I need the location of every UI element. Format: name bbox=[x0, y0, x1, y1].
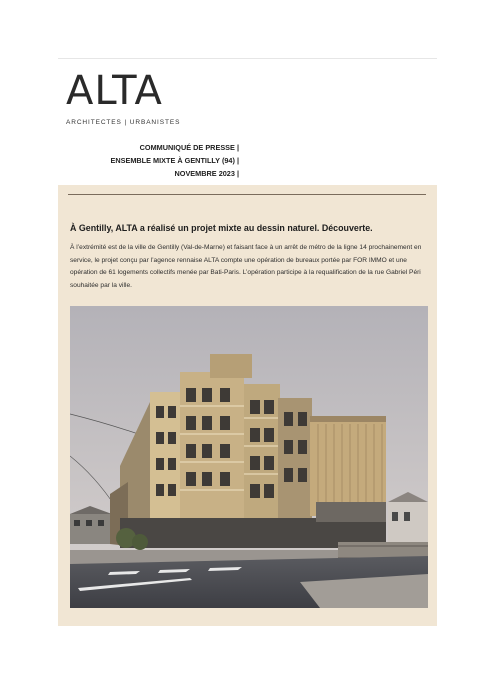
press-line-date: NOVEMBRE 2023 | bbox=[174, 169, 239, 178]
building-photo bbox=[70, 306, 428, 608]
alta-logo: ALTA bbox=[66, 68, 163, 114]
article-headline: À Gentilly, ALTA a réalisé un projet mixte au dessin naturel. Découverte. bbox=[70, 223, 373, 233]
press-line-project: ENSEMBLE MIXTE À GENTILLY (94) | bbox=[110, 156, 239, 165]
top-divider bbox=[58, 58, 437, 59]
logo-tagline: ARCHITECTES | URBANISTES bbox=[66, 119, 181, 126]
article-card bbox=[58, 185, 437, 626]
press-release-header bbox=[100, 141, 239, 180]
article-body: À l’extrémité est de la ville de Gentilly (Val-de-Marne) et faisant face à un arrêt de métro de la ligne 14 prochainement en service, le projet conçu par l’agence rennaise ALTA compte une opération de bureaux portée par FOR IMMO et une opération de 61 logements collectifs menée par Bati-Paris. L’opération participe à la requalification de la rue Gabriel Péri souhaitée par la ville. bbox=[70, 244, 422, 289]
press-line-type: COMMUNIQUÉ DE PRESSE | bbox=[139, 143, 239, 152]
card-divider bbox=[68, 194, 426, 195]
